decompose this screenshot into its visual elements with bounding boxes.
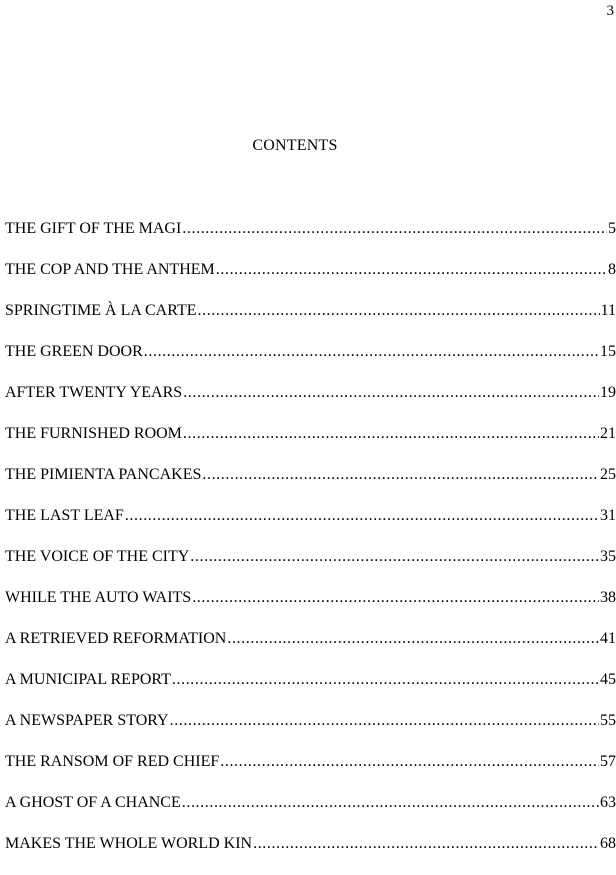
- dot-leader: [190, 547, 599, 566]
- toc-entry[interactable]: [5, 383, 616, 424]
- toc-entry-page: 31: [600, 507, 616, 524]
- toc-entry-title: MAKES THE WHOLE WORLD KIN: [5, 835, 253, 852]
- dot-leader: [227, 629, 599, 648]
- toc-entry-title: THE FURNISHED ROOM: [5, 425, 182, 442]
- toc-entry-title: A RETRIEVED REFORMATION: [5, 630, 227, 647]
- toc-entry-page: 41: [600, 630, 616, 647]
- dot-leader: [183, 383, 599, 402]
- toc-entry-title: A MUNICIPAL REPORT: [5, 671, 171, 688]
- table-of-contents: [5, 219, 616, 875]
- toc-entry-page: 25: [600, 466, 616, 483]
- dot-leader: [216, 260, 607, 279]
- toc-entry-title: A GHOST OF A CHANCE: [5, 794, 181, 811]
- toc-entry-page: 15: [600, 343, 616, 360]
- dot-leader: [125, 506, 599, 525]
- toc-entry-page: 21: [600, 425, 616, 442]
- toc-entry-page: 8: [608, 261, 616, 278]
- toc-entry[interactable]: [5, 629, 616, 670]
- toc-entry-title: THE GREEN DOOR: [5, 343, 143, 360]
- toc-entry-page: 45: [600, 671, 616, 688]
- dot-leader: [253, 834, 599, 853]
- toc-entry-title: SPRINGTIME À LA CARTE: [5, 302, 197, 319]
- toc-entry-page: 63: [600, 794, 616, 811]
- toc-entry-page: 5: [608, 220, 616, 237]
- toc-entry[interactable]: [5, 834, 616, 875]
- toc-entry-title: THE COP AND THE ANTHEM: [5, 261, 215, 278]
- dot-leader: [170, 711, 599, 730]
- toc-entry-title: AFTER TWENTY YEARS: [5, 384, 183, 401]
- toc-entry[interactable]: [5, 752, 616, 793]
- toc-entry-page: 19: [600, 384, 616, 401]
- toc-entry-page: 57: [600, 753, 616, 770]
- toc-entry-title: WHILE THE AUTO WAITS: [5, 589, 192, 606]
- toc-entry[interactable]: [5, 219, 616, 260]
- dot-leader: [183, 424, 599, 443]
- page-number: 3: [606, 3, 614, 19]
- toc-entry-title: THE GIFT OF THE MAGI: [5, 220, 182, 237]
- toc-entry-page: 68: [600, 835, 616, 852]
- toc-entry[interactable]: [5, 547, 616, 588]
- dot-leader: [182, 793, 599, 812]
- toc-entry[interactable]: [5, 670, 616, 711]
- dot-leader: [182, 219, 607, 238]
- toc-entry[interactable]: [5, 793, 616, 834]
- dot-leader: [220, 752, 599, 771]
- toc-entry[interactable]: [5, 301, 616, 342]
- toc-entry-title: THE RANSOM OF RED CHIEF: [5, 753, 220, 770]
- dot-leader: [144, 342, 599, 361]
- toc-entry[interactable]: [5, 588, 616, 629]
- toc-entry-page: 38: [600, 589, 616, 606]
- toc-entry-title: THE LAST LEAF: [5, 507, 124, 524]
- toc-entry[interactable]: [5, 506, 616, 547]
- dot-leader: [172, 670, 599, 689]
- toc-entry-title: THE VOICE OF THE CITY: [5, 548, 190, 565]
- toc-entry-title: A NEWSPAPER STORY: [5, 712, 169, 729]
- dot-leader: [202, 465, 599, 484]
- toc-entry[interactable]: [5, 465, 616, 506]
- toc-entry-page: 11: [600, 302, 616, 319]
- toc-entry[interactable]: [5, 711, 616, 752]
- toc-entry[interactable]: [5, 260, 616, 301]
- toc-entry[interactable]: [5, 424, 616, 465]
- toc-entry-page: 35: [600, 548, 616, 565]
- toc-entry-title: THE PIMIENTA PANCAKES: [5, 466, 202, 483]
- toc-entry-page: 55: [600, 712, 616, 729]
- toc-entry[interactable]: [5, 342, 616, 383]
- contents-heading: CONTENTS: [252, 137, 338, 154]
- dot-leader: [198, 301, 600, 320]
- dot-leader: [192, 588, 599, 607]
